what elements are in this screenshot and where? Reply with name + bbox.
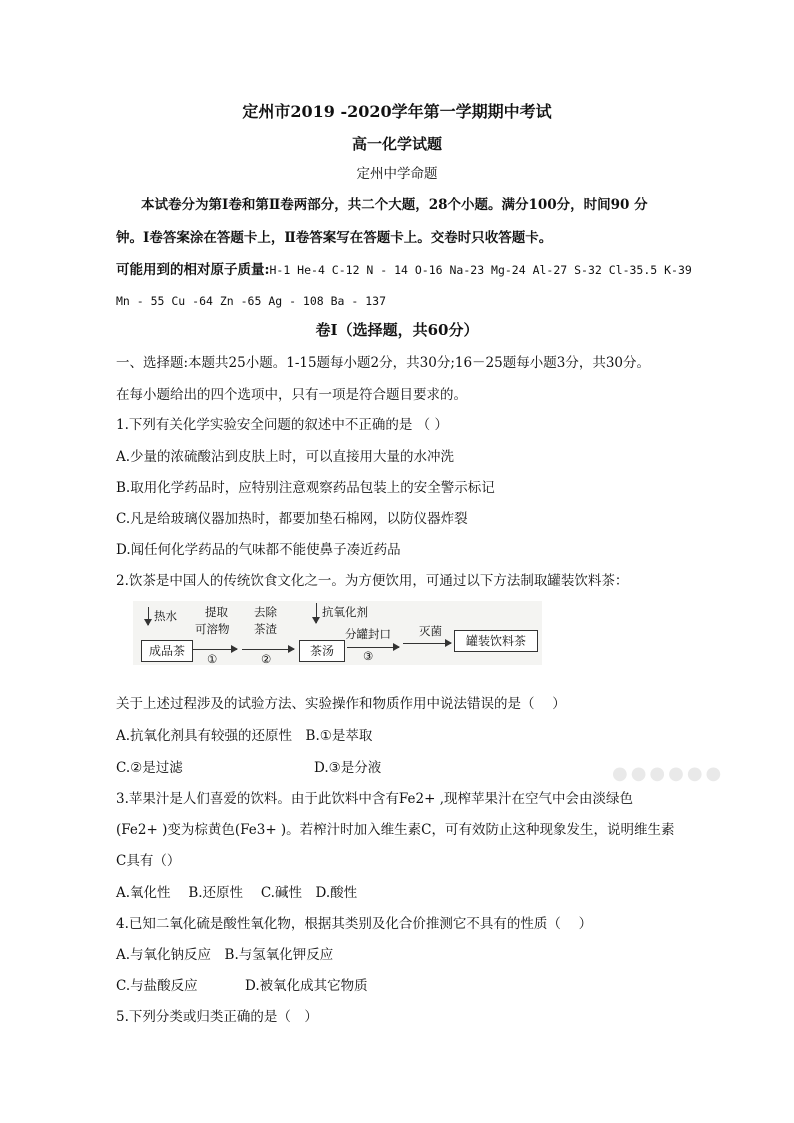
exam-subtitle: 高一化学试题 bbox=[351, 135, 442, 153]
atomic-mass-label: 可能用到的相对原子质量: bbox=[116, 262, 270, 278]
q2-options-ab: A.抗氧化剂具有较强的还原性 B.①是萃取 bbox=[116, 728, 373, 744]
box-canned-tea: 罐装饮料茶 bbox=[454, 630, 538, 652]
hot-water-arrow bbox=[148, 607, 149, 625]
watermark: ●●●●●● bbox=[612, 763, 725, 784]
q5-stem: 5.下列分类或归类正确的是（ ） bbox=[116, 1009, 318, 1025]
atomic-mass-values-2: Mn - 55 Cu -64 Zn -65 Ag - 108 Ba - 137 bbox=[116, 294, 387, 308]
q1-option-a: A.少量的浓硫酸沾到皮肤上时，可以直接用大量的水冲洗 bbox=[116, 449, 455, 465]
q4-stem: 4.已知二氧化硫是酸性氧化物，根据其类别及化合价推测它不具有的性质（ ） bbox=[116, 916, 593, 932]
tea-process-diagram bbox=[133, 601, 542, 665]
q3-line-2: (Fe2+ )变为棕黄色(Fe3+ )。若榨汁时加入维生素C，可有效防止这种现象发生，说明维生素 bbox=[116, 822, 675, 838]
q3-options: A.氧化性 B.还原性 C.碱性 D.酸性 bbox=[116, 885, 358, 901]
q2-stem: 2.饮茶是中国人的传统饮食文化之一。为方便饮用，可通过以下方法制取罐装饮料茶： bbox=[116, 573, 629, 589]
q2-question: 关于上述过程涉及的试验方法、实验操作和物质作用中说法错误的是（ ） bbox=[116, 696, 566, 712]
step2-label-remove: 去除 bbox=[254, 605, 277, 619]
q4-option-c: C.与盐酸反应 bbox=[116, 978, 198, 994]
step4-label-sterilize: 灭菌 bbox=[419, 624, 442, 638]
antioxidant-label: 抗氧化剂 bbox=[322, 605, 368, 619]
q4-options-ab: A.与氧化钠反应 B.与氢氧化钾反应 bbox=[116, 947, 334, 963]
atomic-mass-values-1: H-1 He-4 C-12 N - 14 O-16 Na-23 Mg-24 Al-27 S-32 Cl-35.5 K-39 bbox=[269, 263, 692, 277]
step3-number: ③ bbox=[363, 649, 374, 663]
section-1-title: 卷Ⅰ（选择题，共60分） bbox=[315, 321, 479, 339]
section-1-desc-2: 在每小题给出的四个选项中，只有一项是符合题目要求的。 bbox=[116, 387, 467, 403]
intro-line-1: 本试卷分为第Ⅰ卷和第Ⅱ卷两部分，共二个大题，28个小题。满分100分，时间90 分 bbox=[141, 197, 648, 213]
q2-option-c: C.②是过滤 bbox=[116, 760, 183, 776]
q4-option-d: D.被氧化成其它物质 bbox=[245, 978, 368, 994]
step1-number: ① bbox=[207, 652, 218, 666]
q1-option-d: D.闻任何化学药品的气味都不能使鼻子凑近药品 bbox=[116, 542, 401, 558]
box-tea-soup: 茶汤 bbox=[299, 640, 345, 662]
q2-option-d: D.③是分液 bbox=[314, 760, 382, 776]
exam-title: 定州市2019 -2020学年第一学期期中考试 bbox=[242, 102, 552, 121]
step1-label-extract: 提取 bbox=[205, 605, 228, 619]
antioxidant-arrow bbox=[316, 603, 317, 623]
q1-option-b: B.取用化学药品时，应特别注意观察药品包装上的安全警示标记 bbox=[116, 480, 495, 496]
q1-stem: 1.下列有关化学实验安全问题的叙述中不正确的是 （ ） bbox=[116, 417, 448, 433]
exam-author: 定州中学命题 bbox=[356, 166, 438, 182]
step1-arrow bbox=[193, 649, 237, 650]
step2-label-dregs: 茶渣 bbox=[254, 622, 277, 636]
hot-water-label: 热水 bbox=[154, 609, 177, 623]
atomic-mass-line-1 bbox=[116, 261, 692, 279]
step3-label-canning: 分罐封口 bbox=[345, 627, 391, 641]
q3-line-3: C具有（） bbox=[116, 853, 181, 869]
box-finished-tea: 成品茶 bbox=[141, 640, 193, 662]
step2-arrow bbox=[242, 649, 294, 650]
step4-arrow bbox=[403, 643, 451, 644]
step2-number: ② bbox=[261, 652, 272, 666]
step1-label-soluble: 可溶物 bbox=[195, 622, 230, 636]
section-1-desc-1: 一、选择题:本题共25小题。1-15题每小题2分，共30分;16－25题每小题3分，共30分。 bbox=[116, 355, 650, 371]
q3-line-1: 3.苹果汁是人们喜爱的饮料。由于此饮料中含有Fe2+ ,现榨苹果汁在空气中会由淡绿色 bbox=[116, 791, 633, 807]
step3-arrow bbox=[347, 647, 399, 648]
intro-line-2: 钟。Ⅰ卷答案涂在答题卡上，Ⅱ卷答案写在答题卡上。交卷时只收答题卡。 bbox=[116, 230, 553, 246]
q1-option-c: C.凡是给玻璃仪器加热时，都要加垫石棉网，以防仪器炸裂 bbox=[116, 511, 468, 527]
